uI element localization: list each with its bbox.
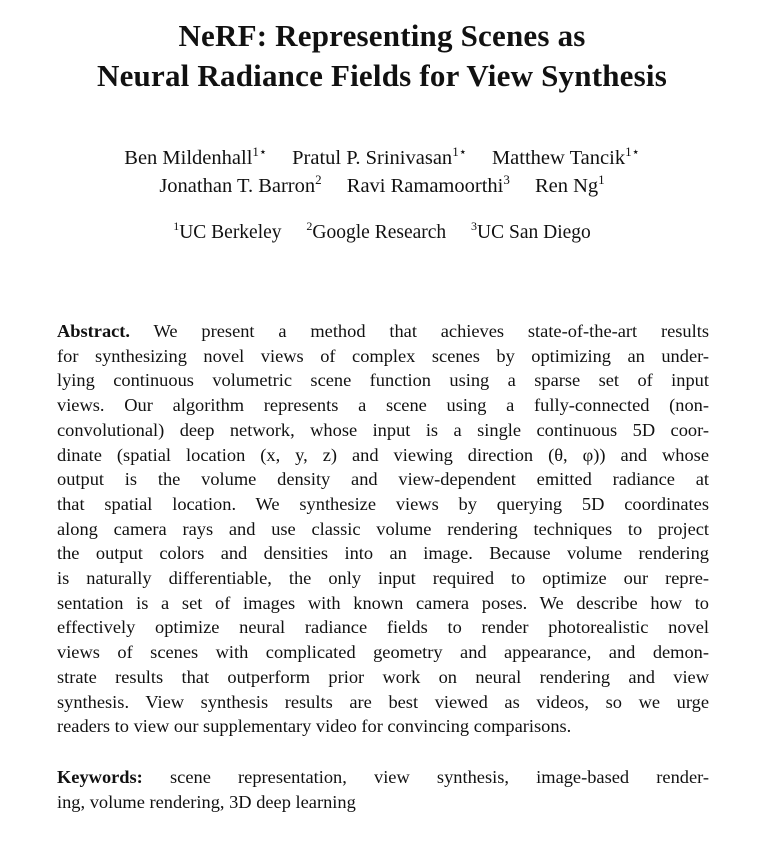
affiliation-list xyxy=(20,219,744,247)
abstract-line: dinate (spatial location (x, y, z) and viewing direction (θ, φ)) and whose xyxy=(57,444,709,465)
affiliation-mark: 3 xyxy=(471,219,478,233)
author-row-1 xyxy=(20,144,744,172)
author-mark: 2 xyxy=(315,172,322,187)
keywords-line: ing, volume rendering, 3D deep learning xyxy=(57,791,356,812)
affiliation-mark: 1 xyxy=(173,219,180,233)
author xyxy=(159,172,321,200)
title-line-1: NeRF: Representing Scenes as xyxy=(178,18,586,53)
author-name: Ren Ng xyxy=(534,175,599,197)
title-line-2: Neural Radiance Fields for View Synthesis xyxy=(97,58,667,93)
affiliation-mark: 2 xyxy=(306,219,313,233)
abstract-line-text: We present a method that achieves state-of-the-art results xyxy=(153,321,709,341)
affiliation-name: UC San Diego xyxy=(477,222,591,243)
author-name: Ben Mildenhall xyxy=(124,147,253,169)
abstract-line: along camera rays and use classic volume rendering techniques to project xyxy=(57,518,709,539)
abstract-line: lying continuous volumetric scene function using a sparse set of input xyxy=(57,370,709,391)
abstract-line: is naturally differentiable, the only input required to optimize our repre- xyxy=(57,568,709,589)
author-name: Pratul P. Srinivasan xyxy=(292,147,453,169)
paper-title xyxy=(20,16,744,96)
author-list xyxy=(20,144,744,200)
abstract-line: views of scenes with complicated geometry and appearance, and demon- xyxy=(57,642,709,663)
author-mark: 1⋆ xyxy=(625,144,640,159)
author-mark: 3 xyxy=(503,172,510,187)
keywords-line-text: scene representation, view synthesis, image-based render- xyxy=(170,767,709,787)
author xyxy=(535,172,605,200)
keywords xyxy=(57,765,709,814)
abstract-line: sentation is a set of images with known camera poses. We describe how to xyxy=(57,592,709,613)
abstract-line: views. Our algorithm represents a scene using a fully-connected (non- xyxy=(57,395,709,416)
abstract-line: synthesis. View synthesis results are best viewed as videos, so we urge xyxy=(57,691,709,712)
abstract-line: for synthesizing novel views of complex scenes by optimizing an under- xyxy=(57,345,709,366)
affiliation-name: Google Research xyxy=(312,222,447,243)
author xyxy=(292,144,467,172)
abstract-line: convolutional) deep network, whose input is a single continuous 5D coor- xyxy=(57,419,709,440)
author-mark: 1⋆ xyxy=(452,144,467,159)
author-mark: 1⋆ xyxy=(252,144,268,159)
author-name: Matthew Tancik xyxy=(491,147,626,169)
affiliation xyxy=(471,219,591,247)
affiliation-name: UC Berkeley xyxy=(179,222,282,243)
author xyxy=(492,144,640,172)
affiliation xyxy=(173,219,281,247)
abstract-line: readers to view our supplementary video for convincing comparisons. xyxy=(57,716,572,737)
abstract-line: output is the volume density and view-dependent emitted radiance at xyxy=(57,469,709,490)
abstract-line: effectively optimize neural radiance fields to render photorealistic novel xyxy=(57,617,709,638)
author xyxy=(124,144,267,172)
abstract-label: Abstract. xyxy=(57,321,131,341)
abstract-line: that spatial location. We synthesize views by querying 5D coordinates xyxy=(57,493,709,514)
keywords-line xyxy=(57,765,709,790)
author-name: Jonathan T. Barron xyxy=(159,175,316,197)
keywords-label: Keywords: xyxy=(57,767,143,787)
affiliation xyxy=(306,219,446,247)
abstract-line: the output colors and densities into an image. Because volume rendering xyxy=(57,543,709,564)
author-mark: 1 xyxy=(598,172,605,187)
abstract-line: strate results that outperform prior work on neural rendering and view xyxy=(57,666,709,687)
author-name: Ravi Ramamoorthi xyxy=(346,175,504,197)
author-row-2 xyxy=(20,172,744,200)
author xyxy=(347,172,510,200)
abstract-line xyxy=(57,319,709,344)
abstract xyxy=(57,319,709,739)
